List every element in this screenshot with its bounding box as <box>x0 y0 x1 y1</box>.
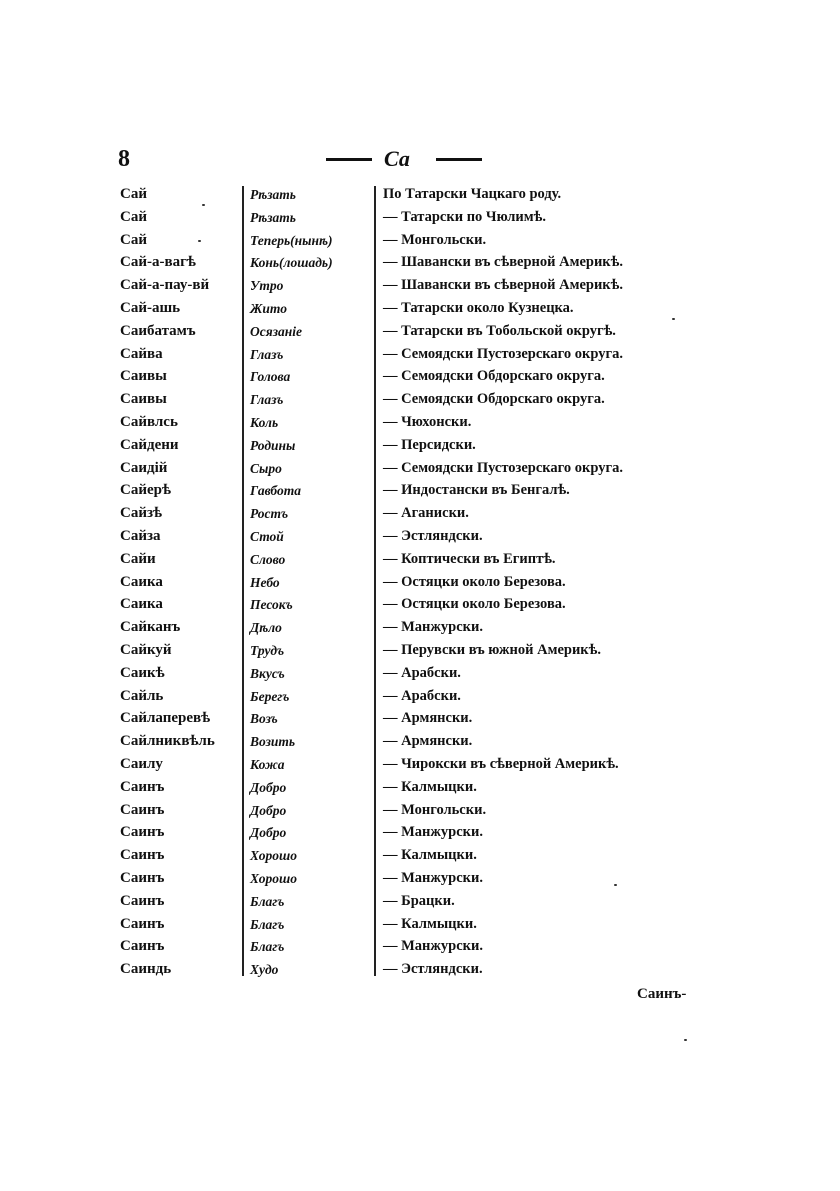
table-row <box>0 802 840 825</box>
entry-word: Сайлаперевѣ <box>120 710 211 727</box>
entry-meaning: Теперь(нынѣ) <box>250 232 333 248</box>
entry-meaning: Добро <box>250 779 287 795</box>
entry-word: Сайерѣ <box>120 482 171 499</box>
entry-source: — Персидски. <box>383 436 476 453</box>
table-row <box>0 938 840 961</box>
table-row <box>0 346 840 369</box>
entry-source: — Чирокски въ сѣверной Америкѣ. <box>383 755 619 772</box>
table-row <box>0 893 840 916</box>
entry-meaning: Стой <box>250 528 284 544</box>
scan-speck <box>684 1039 687 1041</box>
running-head-rule-left <box>326 158 372 161</box>
entry-source: — Чюхонски. <box>383 413 472 430</box>
vocabulary-table <box>0 186 840 984</box>
entry-meaning: Трудъ <box>250 642 285 658</box>
table-row <box>0 323 840 346</box>
entry-word: Саика <box>120 596 163 613</box>
entry-word: Саиндь <box>120 961 172 978</box>
table-row <box>0 482 840 505</box>
entry-source: — Татарски въ Тобольской округѣ. <box>383 322 616 339</box>
entry-word: Сай <box>120 208 147 225</box>
table-row <box>0 414 840 437</box>
entry-word: Саидій <box>120 459 168 476</box>
table-row <box>0 551 840 574</box>
entry-meaning: Родины <box>250 437 296 453</box>
entry-source: — Татарски около Кузнецка. <box>383 299 574 316</box>
entry-source: — Эстляндски. <box>383 527 483 544</box>
entry-meaning: Небо <box>250 574 280 590</box>
entry-source: — Манжурски. <box>383 938 484 955</box>
entry-meaning: Вкусъ <box>250 665 285 681</box>
table-row <box>0 254 840 277</box>
table-row <box>0 186 840 209</box>
entry-meaning: Кожа <box>250 756 285 772</box>
entry-source: — Аганиски. <box>383 505 469 522</box>
entry-source: — Монгольски. <box>383 801 487 818</box>
entry-source: — Калмыцки. <box>383 915 477 932</box>
entry-meaning: Коль <box>250 414 279 430</box>
table-row <box>0 870 840 893</box>
entry-word: Саика <box>120 573 163 590</box>
entry-source: — Татарски по Чюлимѣ. <box>383 208 546 225</box>
entry-source: — Манжурски. <box>383 619 484 636</box>
entry-word: Саинъ <box>120 892 165 909</box>
entry-word: Саивы <box>120 391 167 408</box>
entry-source: — Армянски. <box>383 710 473 727</box>
entry-word: Сайзѣ <box>120 505 163 522</box>
entry-source: — Семоядски Обдорскаго округа. <box>383 368 605 385</box>
table-row <box>0 665 840 688</box>
table-row <box>0 437 840 460</box>
entry-source: — Семоядски Пустозерскаго округа. <box>383 459 623 476</box>
table-row <box>0 779 840 802</box>
entry-word: Саилу <box>120 755 163 772</box>
entry-meaning: Благъ <box>250 893 285 909</box>
table-row <box>0 528 840 551</box>
entry-word: Саинъ <box>120 938 165 955</box>
table-row <box>0 574 840 597</box>
entry-meaning: Добро <box>250 802 287 818</box>
entry-word: Сай-а-вагѣ <box>120 254 196 271</box>
entry-source: — Эстляндски. <box>383 961 483 978</box>
entry-word: Саинъ <box>120 847 165 864</box>
table-row <box>0 961 840 984</box>
entry-word: Сайва <box>120 345 163 362</box>
entry-meaning: Песокъ <box>250 597 293 613</box>
running-head-title: Са <box>384 146 410 171</box>
entry-meaning: Хорошо <box>250 848 297 864</box>
entry-meaning: Глазъ <box>250 392 284 408</box>
running-head-rule-right <box>436 158 482 161</box>
entry-word: Сайи <box>120 550 156 567</box>
entry-word: Сай <box>120 186 147 202</box>
entry-meaning: Конь(лошадь) <box>250 255 333 271</box>
entry-meaning: Глазъ <box>250 346 284 362</box>
entry-source: — Шавански въ сѣверной Америкѣ. <box>383 254 623 271</box>
scan-speck <box>198 240 201 242</box>
table-row <box>0 642 840 665</box>
entry-source: — Арабски. <box>383 687 461 704</box>
entry-source: — Монгольски. <box>383 231 487 248</box>
entry-word: Саинъ <box>120 778 165 795</box>
entry-word: Сай-ашь <box>120 299 181 316</box>
table-row <box>0 391 840 414</box>
entry-source: — Калмыцки. <box>383 847 477 864</box>
entry-meaning: Дѣло <box>250 620 282 636</box>
entry-word: Сайза <box>120 527 161 544</box>
entry-meaning: Сыро <box>250 460 282 476</box>
entry-word: Сайвлсь <box>120 413 178 430</box>
scan-speck <box>614 884 617 886</box>
table-row <box>0 847 840 870</box>
entry-source: — Манжурски. <box>383 824 484 841</box>
table-row <box>0 368 840 391</box>
entry-source: — Шавански въ сѣверной Америкѣ. <box>383 277 623 294</box>
entry-source: — Индостански въ Бенгалѣ. <box>383 482 570 499</box>
entry-meaning: Голова <box>250 369 291 385</box>
table-row <box>0 505 840 528</box>
entry-meaning: Благъ <box>250 939 285 955</box>
table-row <box>0 710 840 733</box>
entry-meaning: Добро <box>250 825 287 841</box>
table-row <box>0 300 840 323</box>
entry-word: Сайлниквѣль <box>120 733 215 750</box>
entry-meaning: Утро <box>250 278 284 294</box>
entry-source: — Семоядски Обдорскаго округа. <box>383 391 605 408</box>
entry-meaning: Благъ <box>250 916 285 932</box>
table-row <box>0 277 840 300</box>
entry-word: Саикѣ <box>120 664 165 681</box>
table-row <box>0 619 840 642</box>
entry-source: — Арабски. <box>383 664 461 681</box>
entry-word: Саинъ <box>120 801 165 818</box>
entry-word: Саинъ <box>120 915 165 932</box>
entry-word: Саинъ <box>120 824 165 841</box>
entry-word: Сайль <box>120 687 164 704</box>
scan-speck <box>202 204 205 206</box>
table-row <box>0 756 840 779</box>
entry-meaning: Рѣзать <box>250 209 296 225</box>
table-row <box>0 460 840 483</box>
entry-source: — Брацки. <box>383 892 455 909</box>
entry-source: — Армянски. <box>383 733 473 750</box>
table-row <box>0 232 840 255</box>
entry-meaning: Рѣзать <box>250 187 296 202</box>
entry-meaning: Хорошо <box>250 870 297 886</box>
scan-speck <box>672 318 675 320</box>
entry-word: Сайканъ <box>120 619 181 636</box>
table-row <box>0 688 840 711</box>
entry-source: По Татарски Чацкаго роду. <box>383 186 562 202</box>
entry-source: — Калмыцки. <box>383 778 477 795</box>
entry-meaning: Гавбота <box>250 483 301 499</box>
entry-word: Саинъ <box>120 869 165 886</box>
entry-word: Саибатамъ <box>120 322 196 339</box>
running-head <box>326 146 486 172</box>
table-row <box>0 209 840 232</box>
entry-source: — Перувски въ южной Америкѣ. <box>383 641 601 658</box>
entry-meaning: Берегъ <box>250 688 290 704</box>
entry-source: — Остяцки около Березова. <box>383 573 566 590</box>
entry-source: — Семоядски Пустозерскаго округа. <box>383 345 623 362</box>
entry-meaning: Слово <box>250 551 286 567</box>
page-number: 8 <box>118 146 130 172</box>
entry-word: Сайкуй <box>120 641 172 658</box>
table-row <box>0 733 840 756</box>
entry-word: Сайдени <box>120 436 179 453</box>
entry-meaning: Жито <box>250 300 287 316</box>
entry-meaning: Возъ <box>250 711 278 727</box>
entry-source: — Манжурски. <box>383 869 484 886</box>
table-row <box>0 916 840 939</box>
entry-source: — Коптически въ Египтѣ. <box>383 550 556 567</box>
entry-word: Сай <box>120 231 147 248</box>
table-row <box>0 596 840 619</box>
entry-meaning: Осязаніе <box>250 323 302 339</box>
entry-word: Саивы <box>120 368 167 385</box>
entry-meaning: Худо <box>250 962 279 978</box>
entry-meaning: Возить <box>250 734 296 750</box>
entry-source: — Остяцки около Березова. <box>383 596 566 613</box>
entry-meaning: Ростъ <box>250 506 289 522</box>
table-row <box>0 824 840 847</box>
entry-word: Сай-а-пау-вй <box>120 277 210 294</box>
catchword: Саинъ- <box>637 986 687 1002</box>
